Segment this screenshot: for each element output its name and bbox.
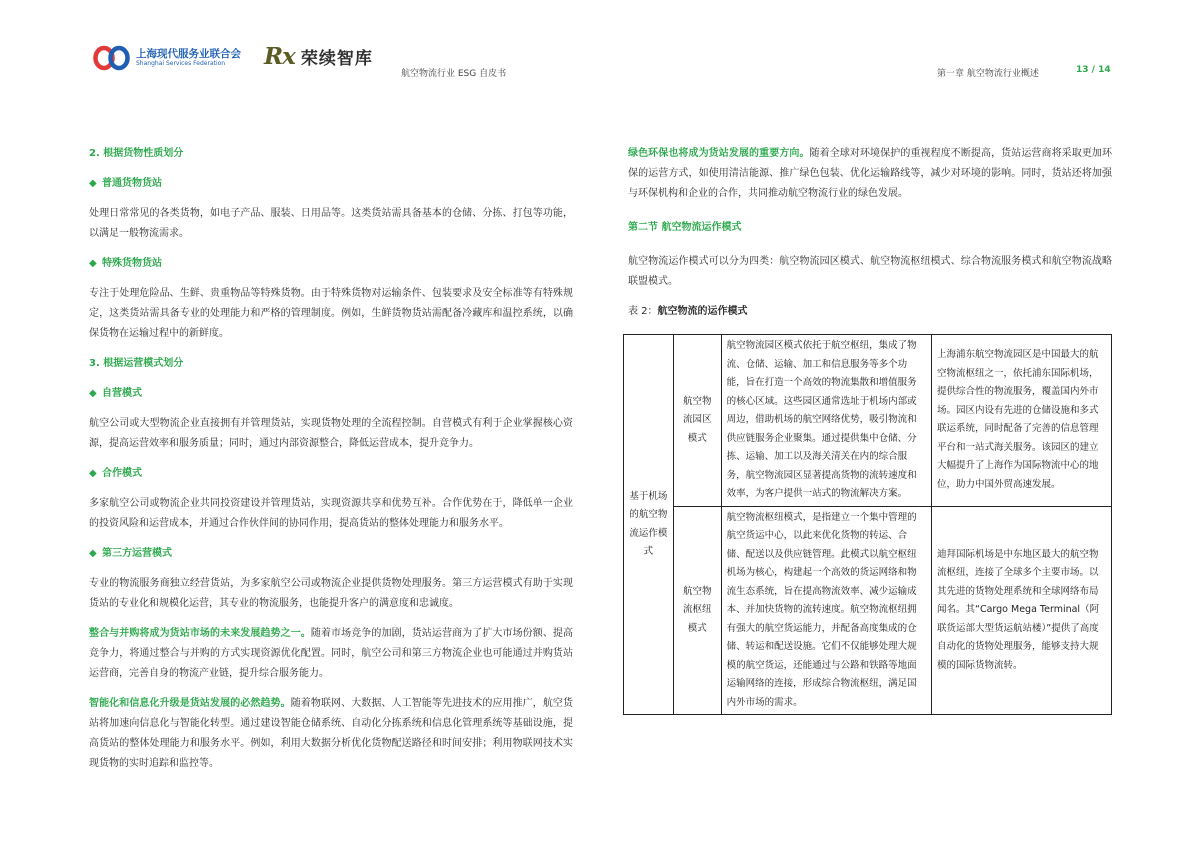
paragraph-trend-smart: 智能化和信息化升级是货站发展的必然趋势。随着物联网、大数据、人工智能等先进技术的应用推广，航空货站将加速向信息化与智能化转型。通过建设智能仓储系统、自动化分拣系统和信息化管理系统等基础设施，提高货站的整体处理能力和服务水平。例如，利用大数据分析优化货物配送路径和时间安排；利用物联网技术实现货物的实时追踪和监控等。 — [89, 698, 574, 769]
ssf-emblem-icon — [93, 44, 131, 72]
paragraph-trend-consolidation: 整合与并购将成为货站市场的未来发展趋势之一。随着市场竞争的加剧，货站运营商为了扩大市场份额、提高竞争力，将通过整合与并购的方式实现资源优化配置。同时，航空公司和第三方物流企业也可能通过并购货站运营商，完善自身的物流产业链，提升综合服务能力。 — [89, 628, 574, 679]
paragraph-trend-green: 绿色环保也将成为货站发展的重要方向。随着全球对环境保护的重视程度不断提高，货站运营商将采取更加环保的运营方式，如使用清洁能源、推广绿色包装、优化运输路线等，减少对环境的影响。同时，货站还将加强与环保机构和企业的合作，共同推动航空物流行业的绿色发展。 — [628, 148, 1113, 199]
page-header — [0, 0, 1200, 100]
chapter-title: 第一章 航空物流行业概述 — [937, 69, 1039, 79]
subheading-general-cargo: ◆ 普通货物货站 — [89, 174, 573, 194]
highlight-trend-green: 绿色环保也将成为货站发展的重要方向。 — [628, 148, 810, 159]
ssf-name-cn: 上海现代服务业联合会 — [136, 48, 241, 60]
table-mode-cell: 航空物流园区模式 — [673, 335, 721, 507]
highlight-trend-consolidation: 整合与并购将成为货站市场的未来发展趋势之一。 — [89, 628, 311, 639]
table-description-cell: 航空物流枢纽模式，是指建立一个集中管理的航空货运中心，以此来优化货物的转运、合储、配送以及供应链管理。此模式以航空枢纽机场为核心，构建起一个高效的货运网络和物流生态系统，旨在提高物流效率、减少运输成本、并加快货物的流转速度。航空物流枢纽拥有强大的航空货运能力，并配备高度集成的仓储、转运和配送设施。它们不仅能够处理大规模的航空货运，还能通过与公路和铁路等地面运输网络的连接，形成综合物流枢纽，满足国内外市场的需求。 — [721, 506, 931, 715]
section-heading-2: 2. 根据货物性质划分 — [89, 148, 184, 159]
paragraph-general-cargo: 处理日常常见的各类货物，如电子产品、服装、日用品等。这类货站需具备基本的仓储、分拣、打包等功能，以满足一般物流需求。 — [89, 208, 573, 239]
rx-mark: Rx — [264, 43, 295, 70]
subheading-third-party: ◆ 第三方运营模式 — [89, 544, 573, 564]
diamond-bullet-icon: ◆ — [89, 468, 97, 479]
table-group-cell: 基于机场的航空物流运作模式 — [624, 335, 674, 715]
brand-name: 荣续智库 — [300, 49, 373, 69]
paragraph-cooperation: 多家航空公司或物流企业共同投资建设并管理货站，实现资源共享和优势互补。合作优势在于，降低单一企业的投资风险和运营成本，并通过合作伙伴间的协同作用，提高货站的整体处理能力和服务水平。 — [89, 498, 573, 529]
section-heading-3: 3. 根据运营模式划分 — [89, 358, 184, 369]
table-example-cell: 上海浦东航空物流园区是中国最大的航空物流枢纽之一，依托浦东国际机场，提供综合性的物流服务，覆盖国内外市场。园区内设有先进的仓储设施和多式联运系统，同时配备了完善的信息管理平台和一站式海关服务。该园区的建立大幅提升了上海作为国际物流中心的地位，助力中国外贸高速发展。 — [932, 335, 1112, 507]
left-column — [89, 144, 573, 774]
operation-modes-table — [623, 334, 1112, 715]
paragraph-special-cargo: 专注于处理危险品、生鲜、贵重物品等特殊货物。由于特殊货物对运输条件、包装要求及安全标准等有特殊规定，这类货站需具备专业的处理能力和严格的管理制度。例如，生鲜货物货站需配备冷藏库和温控系统，以确保货物在运输过程中的新鲜度。 — [89, 288, 573, 339]
right-column — [628, 144, 1112, 322]
section-heading-operation-modes: 第二节 航空物流运作模式 — [628, 222, 742, 233]
diamond-bullet-icon: ◆ — [89, 548, 97, 559]
diamond-bullet-icon: ◆ — [89, 388, 97, 399]
paragraph-self-operated: 航空公司或大型物流企业直接拥有并管理货站，实现货物处理的全流程控制。自营模式有利于企业掌握核心资源，提高运营效率和服务质量；同时，通过内部资源整合，降低运营成本，提升竞争力。 — [89, 418, 573, 449]
diamond-bullet-icon: ◆ — [89, 178, 97, 189]
paragraph-third-party: 专业的物流服务商独立经营货站，为多家航空公司或物流企业提供货物处理服务。第三方运营模式有助于实现货站的专业化和规模化运营，其专业的物流服务，也能提升客户的满意度和忠诚度。 — [89, 578, 573, 609]
rongxu-logo — [264, 43, 373, 70]
table-row — [624, 335, 1112, 507]
table-description-cell: 航空物流园区模式依托于航空枢纽，集成了物流、仓储、运输、加工和信息服务等多个功能，旨在打造一个高效的物流集散和增值服务的核心区域。这些园区通常选址于机场内部或周边，借助机场的航空网络优势，吸引物流和供应链服务企业聚集。通过提供集中仓储、分拣、运输、加工以及海关清关在内的综合服务，航空物流园区显著提高货物的流转速度和效率，为客户提供一站式的物流解决方案。 — [721, 335, 931, 507]
table-row — [624, 506, 1112, 715]
ssf-logo — [93, 44, 241, 72]
highlight-trend-smart: 智能化和信息化升级是货站发展的必然趋势。 — [89, 698, 291, 709]
subheading-self-operated: ◆ 自营模式 — [89, 384, 573, 404]
table-example-cell: 迪拜国际机场是中东地区最大的航空物流枢纽，连接了全球多个主要市场。以其先进的货物处理系统和全球网络布局闻名。其“Cargo Mega Terminal（阿联货运部大型货运航站楼）”提供了高度自动化的货物处理服务，能够支持大规模的国际货物流转。 — [932, 506, 1112, 715]
paragraph-operation-intro: 航空物流运作模式可以分为四类：航空物流园区模式、航空物流枢纽模式、综合物流服务模式和航空物流战略联盟模式。 — [628, 256, 1112, 287]
table-caption: 表 2：航空物流的运作模式 — [628, 306, 748, 317]
ssf-name-en: Shanghai Services Federation — [136, 60, 226, 67]
subheading-cooperation: ◆ 合作模式 — [89, 464, 573, 484]
page-number: 13 / 14 — [1076, 65, 1111, 75]
document-title: 航空物流行业 ESG 自皮书 — [401, 69, 507, 79]
table-mode-cell: 航空物流枢纽模式 — [673, 506, 721, 715]
diamond-bullet-icon: ◆ — [89, 258, 97, 269]
subheading-special-cargo: ◆ 特殊货物货站 — [89, 254, 573, 274]
